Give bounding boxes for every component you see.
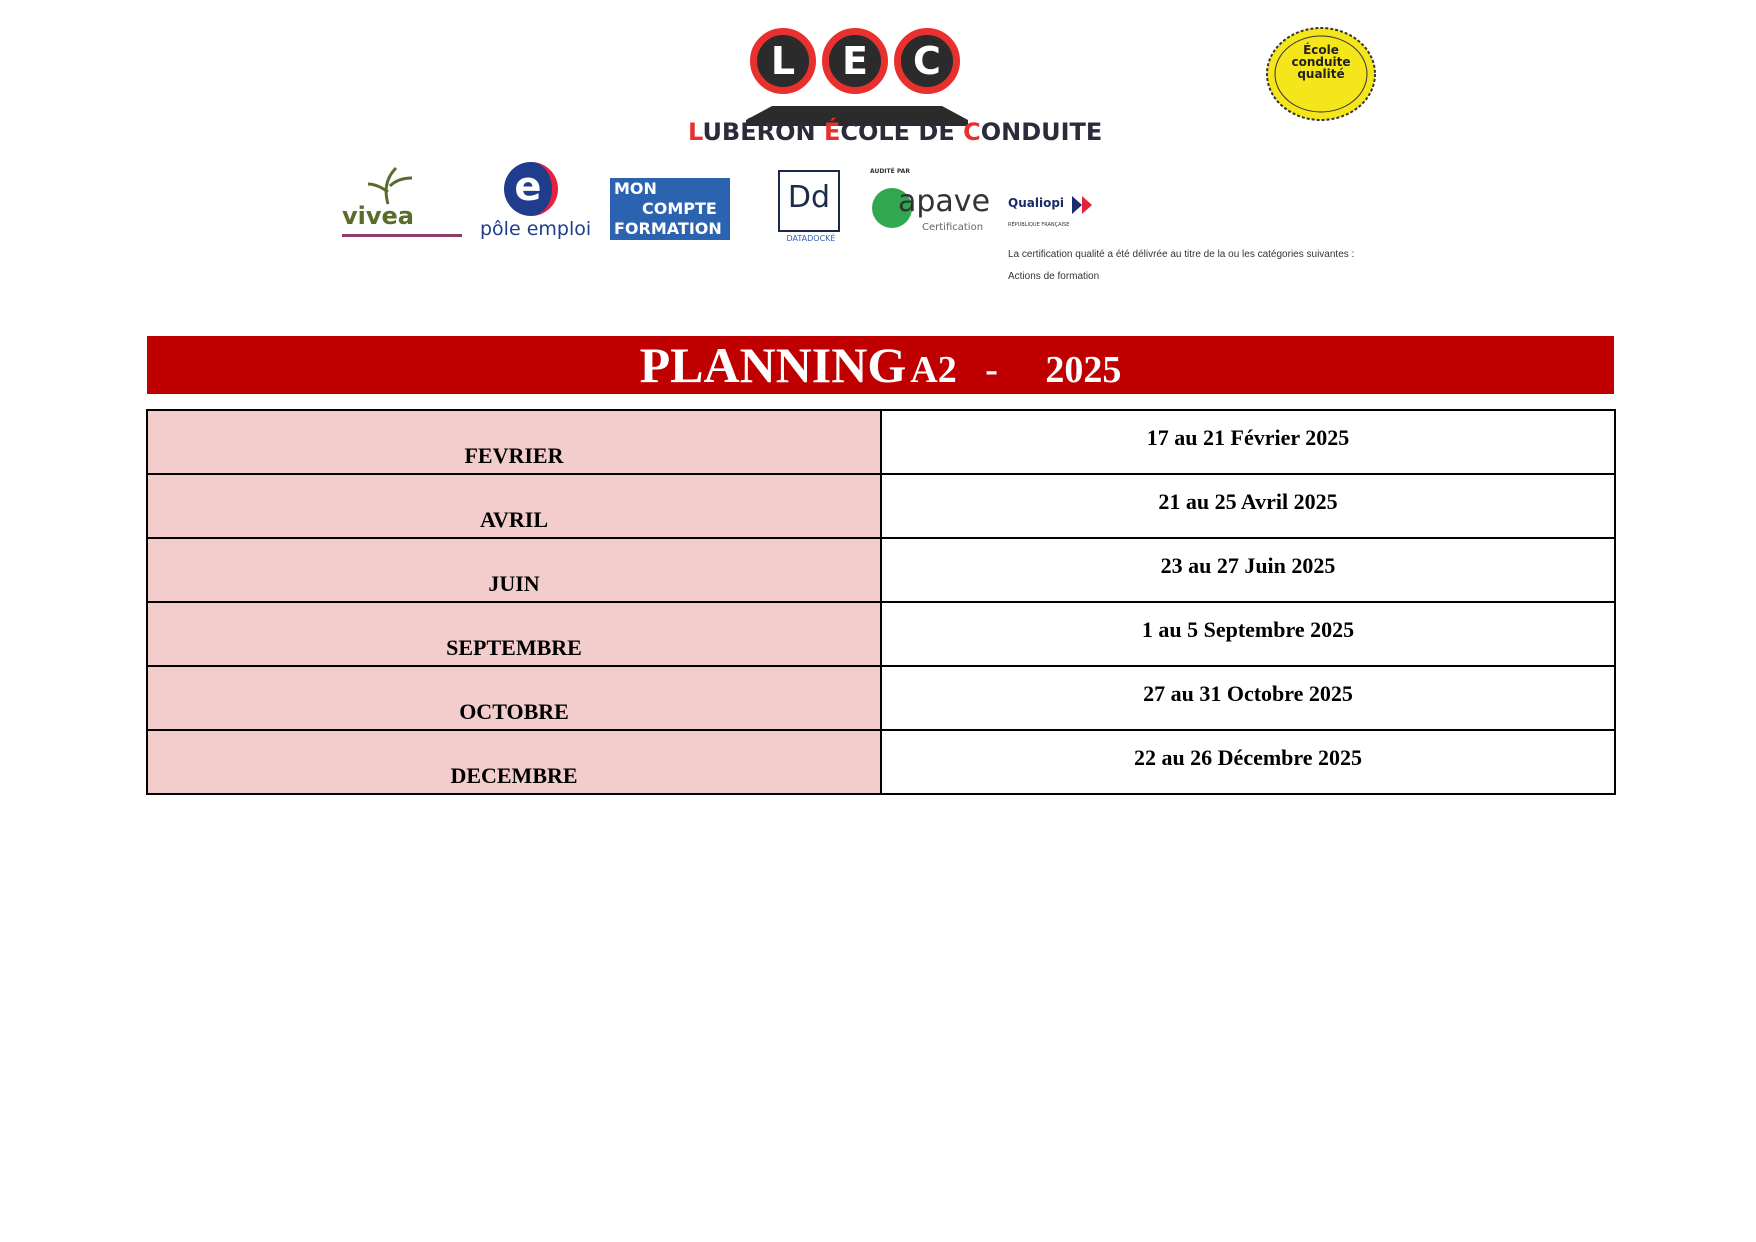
tagline-part: COLE DE (840, 118, 964, 146)
lec-logo (680, 22, 1103, 148)
pole-emploi-logo (480, 162, 592, 246)
title-rest (910, 349, 1121, 391)
month-cell: AVRIL (147, 474, 881, 538)
certification-text-block (1008, 244, 1388, 288)
apave-sub: Certification (922, 222, 984, 233)
mon-compte-formation-logo (610, 178, 730, 240)
pole-emploi-name: pôle emploi (480, 218, 592, 240)
datadock-logo (776, 170, 846, 250)
dates-cell: 21 au 25 Avril 2025 (881, 474, 1615, 538)
vivea-name: vivea (342, 202, 414, 230)
logo-letter-c: C (894, 28, 960, 94)
tagline-part: C (963, 118, 981, 146)
apave-name: apave (898, 184, 991, 219)
month-cell: FEVRIER (147, 410, 881, 474)
dates-cell: 1 au 5 Septembre 2025 (881, 602, 1615, 666)
logo-letter-l: L (750, 28, 816, 94)
month-cell: DECEMBRE (147, 730, 881, 794)
qualiopi-arrows-icon (1072, 196, 1094, 214)
certification-text: La certification qualité a été délivrée au titre de la ou les catégories suivantes : (1008, 249, 1355, 260)
mcf-line-1: MON (614, 179, 657, 198)
tagline-part: É (823, 118, 841, 146)
seal-line-3: qualité (1297, 67, 1345, 81)
qualiopi-logo (1008, 196, 1104, 236)
title-separator: - (985, 349, 998, 391)
vivea-underline (342, 234, 462, 237)
title-planning: PLANNING (639, 337, 907, 393)
plant-icon (366, 166, 416, 206)
apave-audited-by: AUDITÉ PAR (870, 168, 910, 175)
dates-cell: 22 au 26 Décembre 2025 (881, 730, 1615, 794)
table-row (147, 602, 1615, 666)
certification-category: Actions de formation (1008, 271, 1100, 282)
qualiopi-name: Qualiopi (1008, 196, 1065, 210)
mcf-line-2: COMPTE (642, 199, 717, 218)
table-row (147, 410, 1615, 474)
dates-cell: 23 au 27 Juin 2025 (881, 538, 1615, 602)
tagline-part: UBÉRON (702, 118, 824, 146)
table-row (147, 538, 1615, 602)
lec-tagline (688, 118, 1103, 146)
datadock-letters: Dd (787, 180, 831, 215)
title-year: 2025 (1045, 349, 1122, 391)
month-cell: OCTOBRE (147, 666, 881, 730)
title-banner (147, 336, 1614, 394)
tagline-part: L (688, 118, 703, 146)
table-row (147, 474, 1615, 538)
quality-seal-logo (1265, 26, 1377, 122)
vivea-logo (340, 164, 475, 244)
dates-cell: 17 au 21 Février 2025 (881, 410, 1615, 474)
logo-letter-e: E (822, 28, 888, 94)
qualiopi-sub: RÉPUBLIQUE FRANÇAISE (1008, 222, 1070, 228)
tagline-part: ONDUITE (980, 118, 1103, 146)
table-row (147, 730, 1615, 794)
dates-cell: 27 au 31 Octobre 2025 (881, 666, 1615, 730)
mcf-line-3: FORMATION (614, 219, 722, 238)
title-license: A2 (910, 349, 957, 391)
table-row (147, 666, 1615, 730)
month-cell: JUIN (147, 538, 881, 602)
month-cell: SEPTEMBRE (147, 602, 881, 666)
seal-line-2: conduite (1291, 55, 1351, 69)
seal-line-1: École (1303, 43, 1339, 57)
pole-emploi-circle: e (504, 162, 558, 216)
datadock-name: DATADOCKÉ (786, 234, 836, 243)
apave-logo (870, 168, 1000, 238)
schedule-table (146, 409, 1616, 795)
